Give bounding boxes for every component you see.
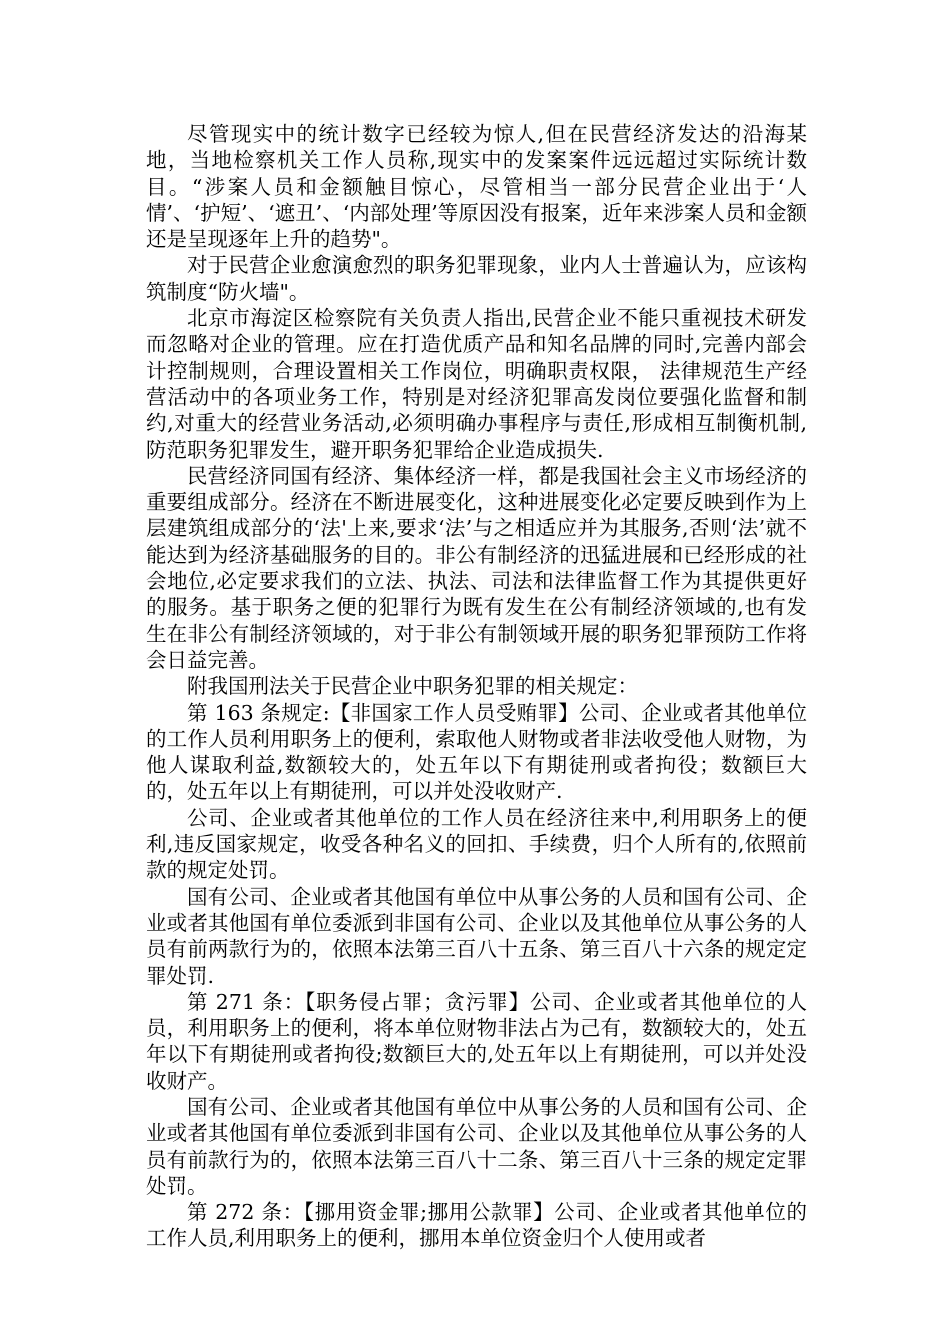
paragraph-article-272: 第 272 条：【挪用资金罪;挪用公款罪】公司、企业或者其他单位的工作人员,利用职务上的便利，挪用本单位资金归个人使用或者 — [146, 1200, 807, 1251]
paragraph-article-163-kickbacks: 公司、企业或者其他单位的工作人员在经济往来中,利用职务上的便利,违反国家规定，收受各种名义的回扣、手续费，归个人所有的,依照前款的规定处罚。 — [146, 805, 807, 883]
paragraph-article-163-state-personnel: 国有公司、企业或者其他国有单位中从事公务的人员和国有公司、企业或者其他国有单位委派到非国有公司、企业以及其他单位从事公务的人员有前两款行为的，依照本法第三百八十五条、第三百八十六条的规定定罪处罚. — [146, 884, 807, 988]
paragraph-article-163: 第 163 条规定:【非国家工作人员受贿罪】公司、企业或者其他单位的工作人员利用职务上的便利，索取他人财物或者非法收受他人财物，为他人谋取利益,数额较大的，处五年以下有期徒刑或者拘役；数额巨大的，处五年以上有期徒刑，可以并处没收财产. — [146, 700, 807, 804]
paragraph-private-economy: 民营经济同国有经济、集体经济一样，都是我国社会主义市场经济的重要组成部分。经济在不断进展变化，这种进展变化必定要反映到作为上层建筑组成部分的‘法'上来,要求‘法’与之相适应并为其服务,否则‘法’就不能达到为经济基础服务的目的。非公有制经济的迅猛进展和已经形成的社会地位,必定要求我们的立法、执法、司法和法律监督工作为其提供更好的服务。基于职务之便的犯罪行为既有发生在公有制经济领域的,也有发生在非公有制经济领域的，对于非公有制领域开展的职务犯罪预防工作将会日益完善。 — [146, 463, 807, 672]
paragraph-statistics: 尽管现实中的统计数字已经较为惊人,但在民营经济发达的沿海某地，当地检察机关工作人员称,现实中的发案案件远远超过实际统计数目。“涉案人员和金额触目惊心，尽管相当一部分民营企业出于‘人情’、‘护短’、‘遮丑’、‘内部处理’等原因没有报案，近年来涉案人员和金额还是呈现逐年上升的趋势"。 — [146, 122, 807, 252]
document-body — [146, 121, 807, 1252]
paragraph-firewall: 对于民营企业愈演愈烈的职务犯罪现象，业内人士普遍认为，应该构筑制度“防火墙"。 — [146, 253, 807, 304]
paragraph-criminal-law-intro: 附我国刑法关于民营企业中职务犯罪的相关规定： — [187, 674, 638, 699]
paragraph-haidian-procuratorate: 北京市海淀区检察院有关负责人指出,民营企业不能只重视技术研发而忽略对企业的管理。应在打造优质产品和知名品牌的同时,完善内部会计控制规则，合理设置相关工作岗位，明确职责权限， 法律规范生产经营活动中的各项业务工作，特别是对经济犯罪高发岗位要强化监督和制约,对重大的经营业务活动,必须明确办事程序与责任,形成相互制衡机制, 防范职务犯罪发生，避开职务犯罪给企业造成损失. — [146, 306, 807, 462]
paragraph-article-271: 第 271 条：【职务侵占罪；贪污罪】公司、企业或者其他单位的人员，利用职务上的便利，将本单位财物非法占为己有，数额较大的，处五年以下有期徒刑或者拘役;数额巨大的,处五年以上有期徒刑，可以并处没收财产。 — [146, 989, 807, 1093]
paragraph-article-271-state-personnel: 国有公司、企业或者其他国有单位中从事公务的人员和国有公司、企业或者其他国有单位委派到非国有公司、企业以及其他单位从事公务的人员有前款行为的，依照本法第三百八十二条、第三百八十三条的规定定罪处罚。 — [146, 1094, 807, 1198]
